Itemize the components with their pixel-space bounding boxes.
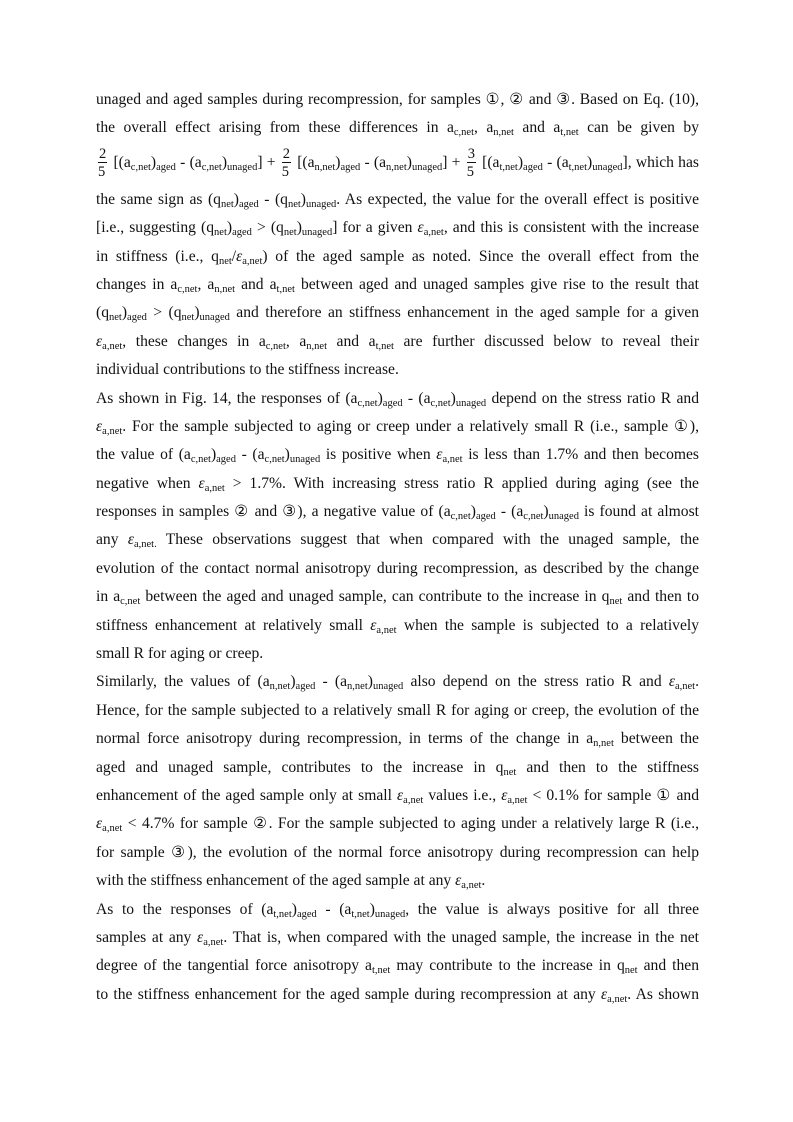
- text-line: in $a_{c,net}$ between the aged and unaged sample, can contribute to the increase in $q_{net}$ and then to: [96, 588, 700, 608]
- text-line: degree of the tangential force anisotropy $a_{t,net}$ may contribute to the increase in $q_{net}$ and then: [96, 957, 699, 977]
- text-line: $\varepsilon_{a,net}$, these changes in $a_{c,net}$, $a_{n,net}$ and $a_{t,net}$ are further discussed below to reveal their: [96, 332, 700, 352]
- text-line: $(q_{net})_{aged} > (q_{net})_{unaged}$ and therefore an stiffness enhancement in the aged sample for a given: [96, 304, 700, 324]
- text-line: samples at any $\varepsilon_{a,net}$. That is, when compared with the unaged sample, the increase in the net: [96, 928, 700, 948]
- paragraph: [96, 896, 699, 1010]
- text-line: in stiffness (i.e., $q_{net}/\varepsilon_{a,net}$) of the aged sample as noted. Since the overall effect from the: [96, 247, 699, 267]
- fraction-first: $\frac{2}{5}$: [98, 145, 107, 181]
- paragraph: [96, 385, 699, 669]
- text-line: unaged and aged samples during recompression, for samples ①, ② and ③. Based on Eq. (10),: [96, 91, 699, 108]
- text-line: responses in samples ② and ③), a negative value of $(a_{c,net})_{aged} - (a_{c,net})_{unaged}$ is found at almost: [96, 503, 699, 523]
- text-line: evolution of the contact normal anisotropy during recompression, as described by the change: [96, 559, 699, 577]
- document-body: [96, 86, 699, 1009]
- text-line: $\varepsilon_{a,net}$. For the sample subjected to aging or creep under a relatively small R (i.e., sample ①),: [96, 417, 699, 437]
- text-line: the overall effect arising from these differences in $a_{c,net}$, $a_{n,net}$ and $a_{t,net}$ can be given by: [96, 119, 699, 139]
- text-line: stiffness enhancement at relatively small $\varepsilon_{a,net}$ when the sample is subjected to a relatively: [96, 616, 699, 636]
- fraction-third: $\frac{3}{5}$: [466, 145, 475, 181]
- text-line: small R for aging or creep.: [96, 645, 264, 663]
- fraction-second: $\frac{2}{5}$: [281, 145, 291, 181]
- text-line: to the stiffness enhancement for the aged sample during recompression at any $\varepsilon_{a,net}$. As shown: [96, 985, 699, 1005]
- text-line: enhancement of the aged sample only at small $\varepsilon_{a,net}$ values i.e., $\varepsilon_{a,net} < 0.1\%$ for sample ① and: [96, 786, 700, 806]
- text-line: any $\varepsilon_{a,net.}$ These observations suggest that when compared with the unaged sample, the: [96, 531, 699, 551]
- text-line: [i.e., suggesting $(q_{net})_{aged} > (q_{net})_{unaged}$] for a given $\varepsilon_{a,net}$, and this is consistent with the increase: [96, 219, 699, 239]
- text-line: normal force anisotropy during recompression, in terms of the change in $a_{n,net}$ between the: [96, 730, 699, 750]
- paragraph: [96, 668, 699, 895]
- text-line: Similarly, the values of $(a_{n,net})_{aged} - (a_{n,net})_{unaged}$ also depend on the stress ratio R and $\varepsilon_{a,net}$.: [96, 673, 700, 693]
- text-line: the value of $(a_{c,net})_{aged} - (a_{c,net})_{unaged}$ is positive when $\varepsilon_{a,net}$ is less than 1.7% and then becomes: [96, 446, 700, 466]
- text-line: As shown in Fig. 14, the responses of $(a_{c,net})_{aged} - (a_{c,net})_{unaged}$ depend on the stress ratio R and: [96, 389, 700, 409]
- text-line: As to the responses of $(a_{t,net})_{aged} - (a_{t,net})_{unaged}$, the value is always positive for all three: [96, 900, 699, 920]
- text-line: with the stiffness enhancement of the aged sample at any $\varepsilon_{a,net}$.: [96, 872, 486, 892]
- paragraph: [96, 86, 699, 385]
- equation-line: $\frac{2}{5}$ $[(a_{c,net})_{aged} - (a_{c,net})_{unaged}]$ + $\frac{2}{5}$ $[(a_{n,net})_{aged} - (a_{n,net})_{unaged}]$ + $\frac{3}{5}$ $[(a_{t,net})_{aged} - (a_{t,net})_{unaged}]$, which has: [98, 145, 699, 181]
- text-line: aged and unaged sample, contributes to the increase in $q_{net}$ and then to the stiffness: [96, 758, 700, 778]
- text-line: the same sign as $(q_{net})_{aged} - (q_{net})_{unaged}$. As expected, the value for the overall effect is positive: [96, 190, 699, 210]
- text-line: Hence, for the sample subjected to a relatively small R for aging or creep, the evolution of the: [96, 701, 699, 719]
- document-page: [96, 86, 699, 1009]
- text-line: changes in $a_{c,net}$, $a_{n,net}$ and $a_{t,net}$ between aged and unaged samples give rise to the result that: [96, 275, 700, 295]
- text-line: negative when $\varepsilon_{a,net} > 1.7\%$. With increasing stress ratio R applied during aging (see the: [96, 474, 699, 494]
- text-line: $\varepsilon_{a,net} < 4.7\%$ for sample ②. For the sample subjected to aging under a relatively large R (i.e.,: [96, 815, 699, 835]
- text-line: individual contributions to the stiffness increase.: [96, 361, 399, 379]
- text-line: for sample ③), the evolution of the normal force anisotropy during recompression can help: [96, 843, 699, 861]
